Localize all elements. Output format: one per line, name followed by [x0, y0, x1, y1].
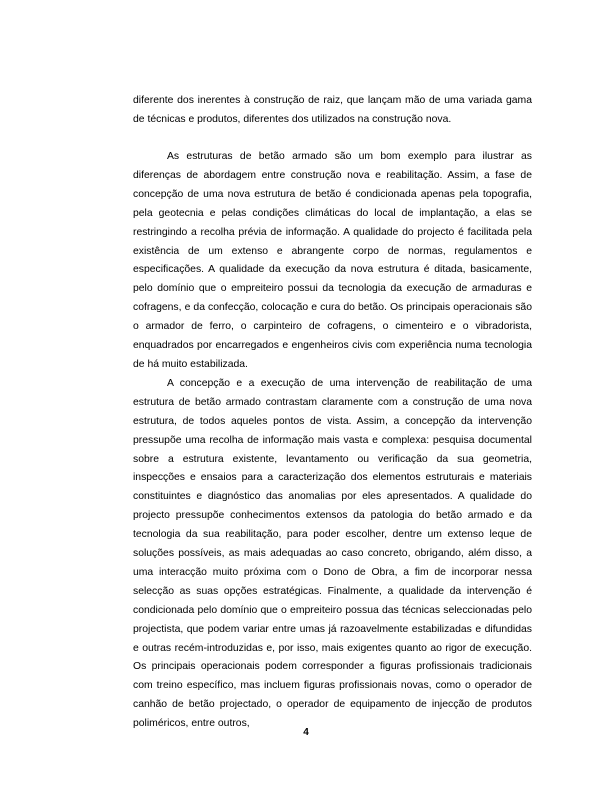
paragraph-rehabilitation: A concepção e a execução de uma intervenção de reabilitação de uma estrutura de betão armado contrastam claramente com a construção de uma nova estrutura, de todos aqueles pontos de vista. Assim, a concepção da intervenção pressupõe uma recolha de informação mais vasta e complexa: pesquisa documental sobre a estrutura existente, levantamento ou verificação da sua geometria, inspecções e ensaios para a caracterização dos elementos estruturais e materiais constituintes e diagnóstico das anomalias por eles apresentados. A qualidade do projecto pressupõe conhecimentos extensos da patologia do betão armado e da tecnologia da sua reabilitação, para poder escolher, dentre um extenso leque de soluções possíveis, as mais adequadas ao caso concreto, obrigando, além disso, a uma interacção muito próxima com o Dono de Obra, a fim de incorporar nessa selecção as suas opções estratégicas. Finalmente, a qualidade da intervenção é condicionada pelo domínio que o empreiteiro possua das técnicas seleccionadas pelo projectista, que podem variar entre umas já razoavelmente estabilizadas e difundidas e outras recém-introduzidas e, por isso, mais exigentes quanto ao rigor de execução. Os principais operacionais podem corresponder a figuras profissionais tradicionais com treino específico, mas incluem figuras profissionais novas, como o operador de canhão de betão projectado, o operador de equipamento de injecção de produtos poliméricos, entre outros, [133, 377, 532, 730]
page-number: 4 [303, 727, 309, 738]
intro-paragraph: diferente dos inerentes à construção de raiz, que lançam mão de uma variada gama de técnicas e produtos, diferentes dos utilizados na construção nova. [133, 95, 532, 125]
paragraph-new-construction: As estruturas de betão armado são um bom exemplo para ilustrar as diferenças de abordagem entre construção nova e reabilitação. Assim, a fase de concepção de uma nova estrutura de betão é condicionada apenas pela topografia, pela geotecnia e pelas condições climáticas do local de implantação, a elas se restringindo a recolha prévia de informação. A qualidade do projecto é facilitada pela existência de um extenso e abrangente corpo de normas, regulamentos e especificações. A qualidade da execução da nova estrutura é ditada, basicamente, pelo domínio que o empreiteiro possui da tecnologia da execução de armaduras e cofragens, e da confecção, colocação e cura do betão. Os principais operacionais são o armador de ferro, o carpinteiro de cofragens, o cimenteiro e o vibradorista, enquadrados por encarregados e engenheiros civis com experiência numa tecnologia de há muito estabilizada. [133, 151, 532, 370]
body-text-block [133, 148, 532, 734]
intro-paragraph-block [133, 92, 532, 130]
